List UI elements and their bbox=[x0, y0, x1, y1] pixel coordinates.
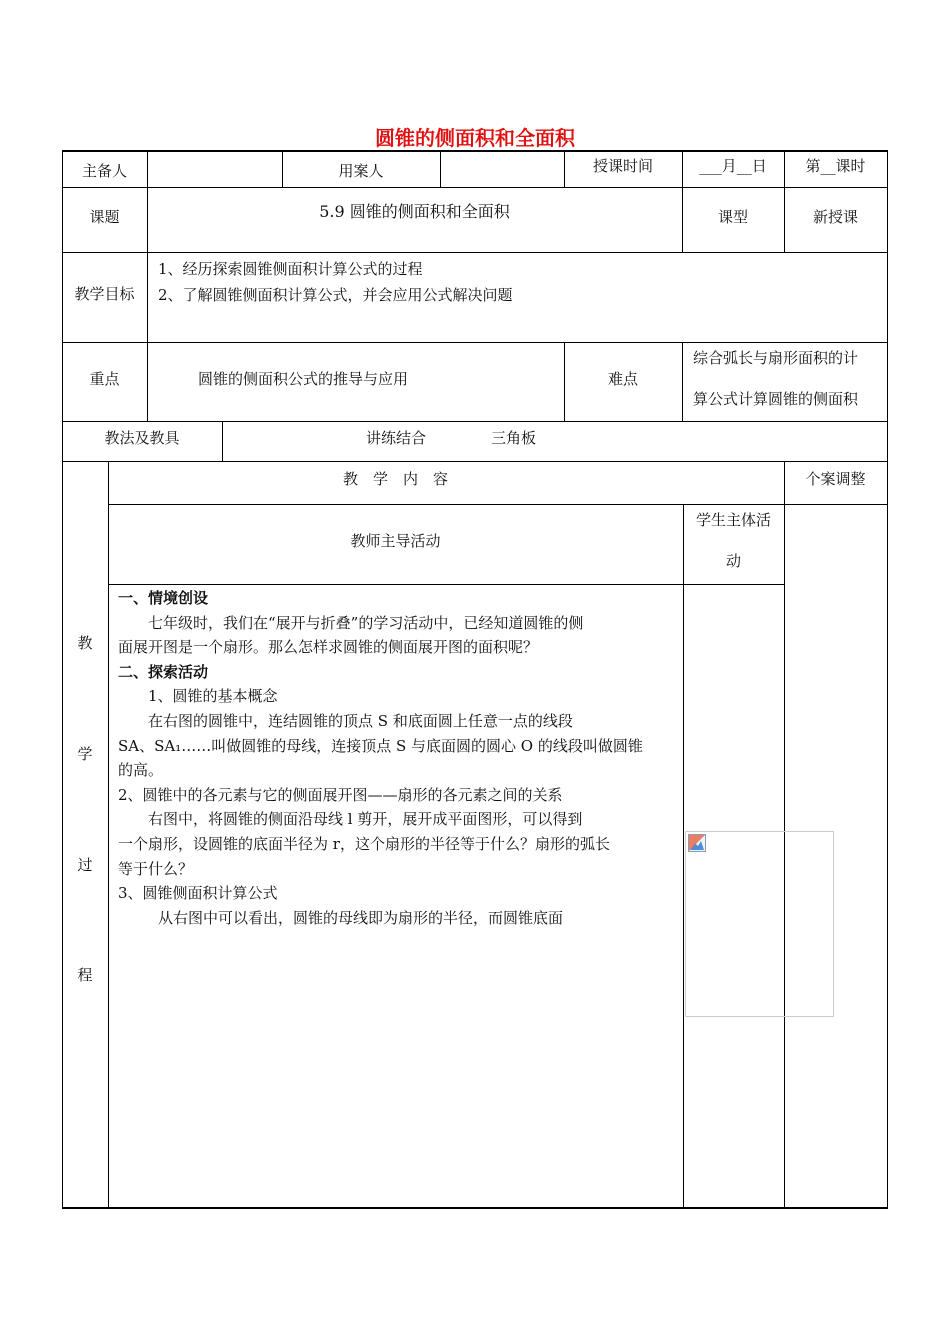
section-heading: 二、探索活动 bbox=[118, 662, 209, 681]
paragraph: 面展开图是一个扇形。那么怎样求圆锥的侧面展开图的面积呢？ bbox=[118, 638, 539, 657]
topic-label: 课题 bbox=[89, 208, 120, 226]
paragraph: SA、SA₁……叫做圆锥的母线，连接顶点 S 与底面圆的圆心 O 的线段叫做圆锥 bbox=[118, 736, 643, 755]
difficulty-line: 综合弧长与扇形面积的计 bbox=[693, 349, 859, 367]
objective-item: 1、经历探索圆锥侧面积计算公式的过程 bbox=[158, 260, 423, 278]
method-label: 教法及教具 bbox=[104, 429, 180, 447]
tool-value: 三角板 bbox=[491, 429, 537, 447]
focus-label: 重点 bbox=[89, 370, 120, 388]
lesson-type-value: 新授课 bbox=[812, 208, 858, 226]
time-label: 授课时间 bbox=[592, 157, 653, 175]
difficulty-label: 难点 bbox=[607, 370, 638, 388]
paragraph: 的高。 bbox=[118, 761, 164, 780]
focus-value: 圆锥的侧面积公式的推导与应用 bbox=[198, 370, 409, 388]
paragraph: 右图中，将圆锥的侧面沿母线 l 剪开，展开成平面图形，可以得到 bbox=[148, 810, 583, 829]
paragraph: 一个扇形，设圆锥的底面半径为 r，这个扇形的半径等于什么？扇形的弧长 bbox=[118, 834, 610, 853]
objectives-label: 教学目标 bbox=[74, 285, 135, 303]
content-header: 教 学 内 容 bbox=[342, 470, 448, 488]
broken-image-icon bbox=[688, 834, 706, 852]
figure-placeholder bbox=[685, 831, 834, 1017]
preparer-label: 主备人 bbox=[81, 162, 127, 180]
topic-value: 5.9 圆锥的侧面积和全面积 bbox=[319, 202, 510, 221]
teacher-header: 教师主导活动 bbox=[350, 532, 441, 550]
student-header: 动 bbox=[725, 552, 741, 570]
method-value: 讲练结合 bbox=[366, 429, 427, 447]
paragraph: 在右图的圆锥中，连结圆锥的顶点 S 和底面圆上任意一点的线段 bbox=[148, 711, 573, 730]
paragraph: 等于什么？ bbox=[118, 859, 194, 878]
student-header: 学生主体活 bbox=[695, 511, 771, 529]
adjust-header: 个案调整 bbox=[805, 470, 866, 488]
process-side-char: 学 bbox=[77, 745, 93, 763]
objective-item: 2、了解圆锥侧面积计算公式，并会应用公式解决问题 bbox=[158, 286, 513, 304]
page-title: 圆锥的侧面积和全面积 bbox=[375, 126, 575, 150]
user-label: 用案人 bbox=[338, 162, 384, 180]
difficulty-line: 算公式计算圆锥的侧面积 bbox=[693, 390, 859, 408]
subheading: 2、圆锥中的各元素与它的侧面展开图——扇形的各元素之间的关系 bbox=[118, 785, 563, 804]
process-side-char: 过 bbox=[77, 856, 93, 874]
lesson-type-label: 课型 bbox=[717, 208, 748, 226]
subheading: 1、圆锥的基本概念 bbox=[148, 687, 278, 706]
section-heading: 一、情境创设 bbox=[118, 589, 209, 607]
date-field: ___月__日 bbox=[699, 157, 767, 175]
paragraph: 从右图中可以看出，圆锥的母线即为扇形的半径，而圆锥底面 bbox=[158, 908, 564, 927]
paragraph: 七年级时，我们在“展开与折叠”的学习活动中，已经知道圆锥的侧 bbox=[148, 613, 584, 632]
process-side-char: 教 bbox=[77, 634, 93, 652]
process-side-char: 程 bbox=[77, 966, 93, 984]
period-field: 第__课时 bbox=[805, 157, 866, 175]
lesson-content bbox=[118, 586, 678, 930]
subheading: 3、圆锥侧面积计算公式 bbox=[118, 884, 278, 903]
